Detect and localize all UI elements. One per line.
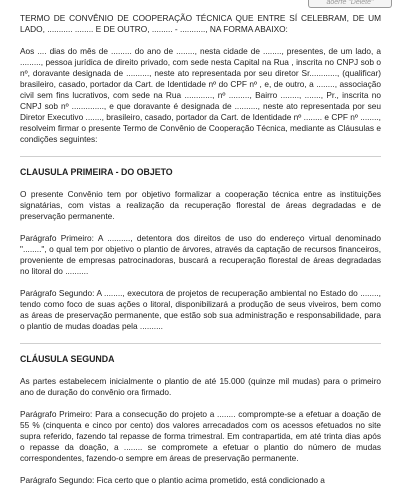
section-divider xyxy=(20,343,381,344)
clause-2-paragraph: As partes estabelecem inicialmente o plantio de até 15.000 (quinze mil mudas) para o primeiro ano de duração do convênio ora firmado. xyxy=(20,376,381,397)
clause-2-paragraph-first: Parágrafo Primeiro: Para a consecução do projeto a ........ comprompte-se a efetuar a doação de 55 % (cinquenta e cinco por cento) dos valores arrecadados com os acessos efetuados no site supra referido, fazendo tal repasse de forma trimestral. Em contrapartida, em até trinta dias após o repasse da doação, a ........ se compromete a efetuar o plantio do número de mudas correspondentes, fazendo-o sempre em áreas de preservação permanente. xyxy=(20,409,381,463)
document-body xyxy=(20,13,381,497)
clause-1-paragraph-first: Parágrafo Primeiro: A .........., detentora dos direitos de uso do endereço virtual denominado "........", o qual tem por objetivo o plantio de árvores, através da captação de recursos financeiros, proveniente de empresas patrocinadoras, buscará a recuperação florestal de áreas degradadas no litoral do .......... xyxy=(20,233,381,276)
clause-2-paragraph-second: Parágrafo Segundo: Fica certo que o plantio acima prometido, está condicionado a xyxy=(20,475,325,485)
clause-1-heading: CLAUSULA PRIMEIRA - DO OBJETO xyxy=(20,167,173,177)
clause-2-heading: CLÁUSULA SEGUNDA xyxy=(20,354,115,364)
clause-1-paragraph-second: Parágrafo Segundo: A ........, executora de projetos de recuperação ambiental no Estado do ........, tendo como foco de suas ações o litoral, disponibilizará a produção de seus viveiros, bem como as áreas de preservação permanente, que estão sob sua administração e responsabilidade, para o plantio de mudas doadas pela .......... xyxy=(20,288,381,331)
delete-button[interactable]: aoerfe "Delete" xyxy=(308,0,392,8)
document-title: TERMO DE CONVÊNIO DE COOPERAÇÃO TÉCNICA QUE ENTRE SÍ CELEBRAM, DE UM LADO, ........... ........ E DE OUTRO, ......... - ..........., NA FORMA ABAIXO: xyxy=(20,13,381,34)
section-divider xyxy=(20,156,381,157)
intro-paragraph: Aos .... dias do mês de ......... do ano de ........, nesta cidade de ........, presentes, de um lado, a ........., pessoa jurídica de direito privado, com sede nesta Capital na Rua , inscrita no CNPJ sob o nº, doravante designada de .........., neste ato representada por seu diretor Sr............, (qualificar) brasileiro, casado, portador da Cart. de Identidade nº do CPF nº , e, de outro, a ........, associação civil sem fins lucrativos, com sede na Rua ............, nº ........., Bairro ........, ......., Pr., inscrita no CNPJ sob nº .............., e que doravante é designada de .........., neste ato representada por seu Diretor Executivo ......., brasileiro, casado, portador da Cart. de Identidade nº ........ e CPF nº ........, resolveim firmar o presente Termo de Convênio de Cooperação Técnica, mediante as Cláusulas e condições seguintes: xyxy=(20,46,381,144)
clause-1-paragraph: O presente Convênio tem por objetivo formalizar a cooperação técnica entre as instituições signatárias, com vistas a realização da recuperação florestal de áreas degradadas e de preservação permanente. xyxy=(20,189,381,221)
